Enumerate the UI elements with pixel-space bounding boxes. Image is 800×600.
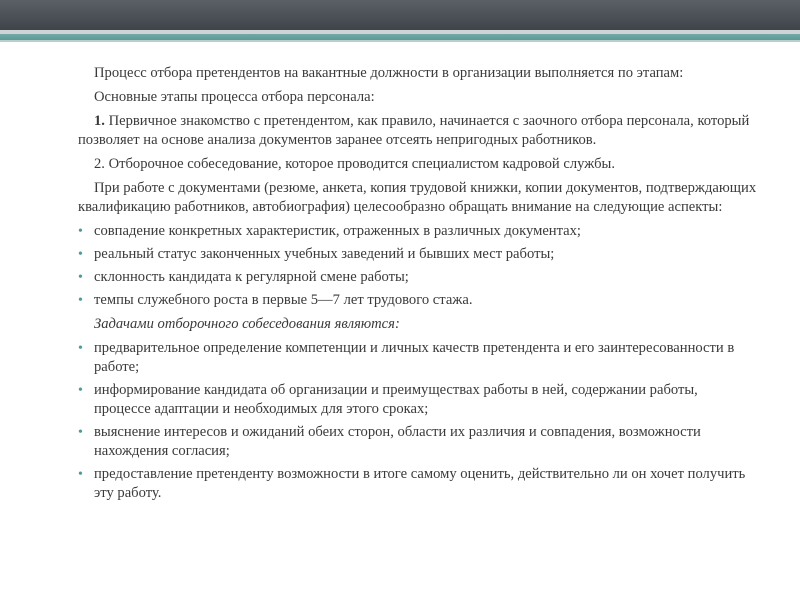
list-item: [78, 339, 758, 377]
list-item-text: реальный статус законченных учебных заведений и бывших мест работы;: [94, 246, 555, 262]
list-item: [78, 291, 758, 310]
bullet-icon: •: [78, 270, 83, 285]
header-stripe-pale: [0, 40, 800, 42]
tasks-list: [78, 339, 758, 503]
stage-1-number: 1.: [94, 113, 105, 129]
stage-1-text: Первичное знакомство с претендентом, как правило, начинается с заочного отбора персонала, который позволяет на основе анализа документов заранее отсеять непригодных работников.: [78, 113, 750, 148]
bullet-icon: •: [78, 293, 83, 308]
list-item: [78, 381, 758, 419]
paragraph-stage-1: [78, 112, 758, 150]
bullet-icon: •: [78, 467, 83, 482]
list-item-text: предварительное определение компетенции и личных качеств претендента и его заинтересованности в работе;: [94, 340, 735, 375]
list-item: [78, 268, 758, 287]
paragraph-intro: Процесс отбора претендентов на вакантные должности в организации выполняется по этапам:: [94, 65, 684, 81]
bullet-icon: •: [78, 425, 83, 440]
list-item: [78, 465, 758, 503]
list-item-text: темпы служебного роста в первые 5—7 лет трудового стажа.: [94, 292, 473, 308]
list-item-text: совпадение конкретных характеристик, отраженных в различных документах;: [94, 223, 581, 239]
list-item-text: предоставление претенденту возможности в итоге самому оценить, действительно ли он хочет получить эту работу.: [94, 466, 746, 501]
list-item-text: информирование кандидата об организации и преимуществах работы в ней, содержании работы, процессе адаптации и необходимых для этого сроках;: [94, 382, 698, 417]
bullet-icon: •: [78, 383, 83, 398]
list-item: [78, 222, 758, 241]
bullet-icon: •: [78, 341, 83, 356]
list-item: [78, 423, 758, 461]
slide-body: [78, 64, 758, 508]
list-item-text: выяснение интересов и ожиданий обеих сторон, области их различия и совпадения, возможности нахождения согласия;: [94, 424, 701, 459]
list-item: [78, 245, 758, 264]
paragraph-interview-tasks: Задачами отборочного собеседования являются:: [94, 316, 400, 332]
aspects-list: [78, 222, 758, 310]
paragraph-stages-heading: Основные этапы процесса отбора персонала:: [94, 89, 375, 105]
paragraph-documents: При работе с документами (резюме, анкета, копия трудовой книжки, копии документов, подтверждающих квалификацию работников, автобиография) целесообразно обращать внимание на следующие аспекты:: [78, 180, 757, 215]
bullet-icon: •: [78, 247, 83, 262]
paragraph-stage-2: 2. Отборочное собеседование, которое проводится специалистом кадровой службы.: [94, 156, 616, 172]
list-item-text: склонность кандидата к регулярной смене работы;: [94, 269, 409, 285]
bullet-icon: •: [78, 224, 83, 239]
header-bar: [0, 0, 800, 30]
